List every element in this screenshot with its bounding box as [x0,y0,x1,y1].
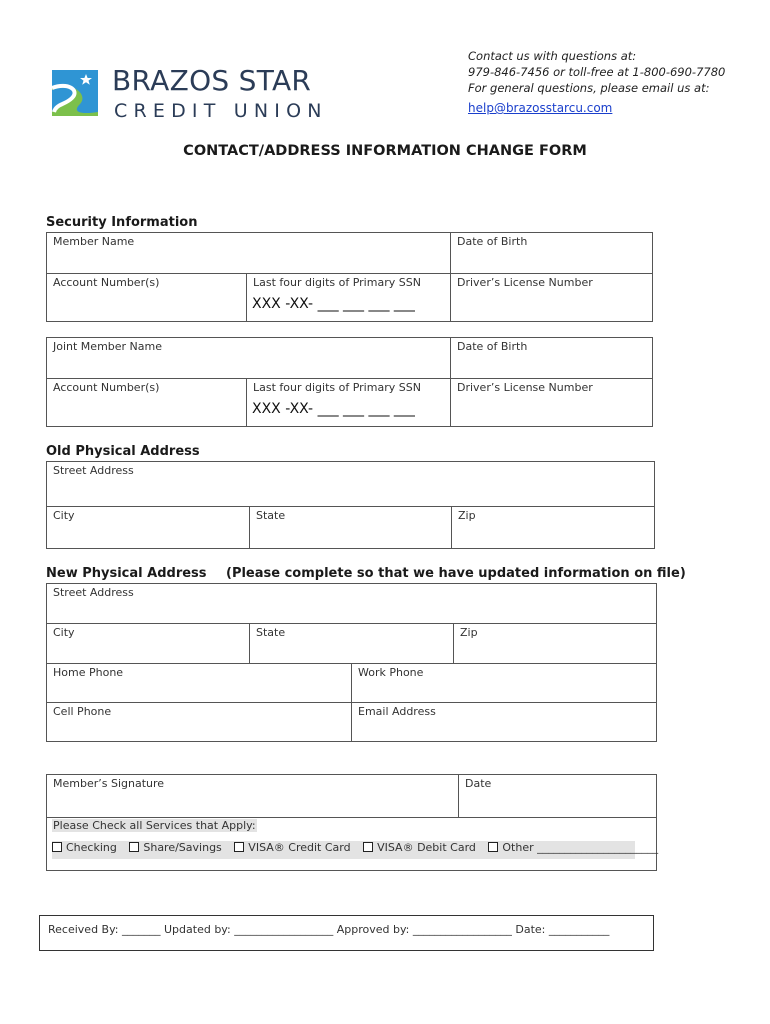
security-box [46,232,653,322]
old-state-field[interactable] [249,506,451,548]
home-phone-field[interactable] [47,663,351,702]
ssn-value: XXX -XX- ___ ___ ___ ___ [252,296,415,312]
date-of-birth-field[interactable] [450,233,652,273]
member-signature-label: Member’s Signature [53,777,165,790]
services-instruction: Please Check all Services that Apply: [53,819,256,832]
home-phone-label: Home Phone [53,666,124,679]
office-use-box [39,915,654,951]
new-zip-label: Zip [460,626,478,639]
services-row [52,841,659,859]
new-city-label: City [53,626,75,639]
joint-drivers-license-label: Driver’s License Number [457,381,593,394]
cell-phone-label: Cell Phone [53,705,112,718]
old-city-label: City [53,509,75,522]
date-of-birth-label: Date of Birth [457,235,528,248]
new-state-label: State [256,626,286,639]
member-name-field[interactable] [47,233,447,273]
work-phone-field[interactable] [351,663,656,702]
signature-date-field[interactable] [458,775,656,817]
new-address-note: (Please complete so that we have updated information on file) [226,566,686,581]
ssn-field[interactable] [246,273,450,321]
contact-line-1: Contact us with questions at: [468,49,637,63]
logo [46,64,328,122]
old-address-section-title: Old Physical Address [46,444,200,459]
account-numbers-field[interactable] [47,273,246,321]
new-state-field[interactable] [249,623,453,663]
old-street-address-field[interactable] [47,462,654,506]
checkbox-icon[interactable] [363,842,373,852]
account-numbers-label: Account Number(s) [53,276,160,289]
logo-mark-icon [46,68,102,122]
new-street-address-field[interactable] [47,584,656,623]
services-section [47,817,659,870]
logo-text-line-2: CREDIT UNION [114,100,328,122]
joint-ssn-label: Last four digits of Primary SSN [253,381,421,394]
office-use-line: Received By: _______ Updated by: __________________ Approved by: __________________ Date: ___________ [48,923,610,936]
joint-member-name-field[interactable] [47,338,447,378]
service-checking[interactable]: Checking [52,841,117,854]
member-name-label: Member Name [53,235,135,248]
old-street-address-label: Street Address [53,464,134,477]
checkbox-icon[interactable] [129,842,139,852]
drivers-license-field[interactable] [450,273,652,321]
old-state-label: State [256,509,286,522]
old-city-field[interactable] [47,506,249,548]
checkbox-icon[interactable] [52,842,62,852]
email-address-field[interactable] [351,702,656,741]
service-visa-credit-card[interactable]: VISA® Credit Card [234,841,350,854]
service-other[interactable]: Other ______________________ [488,841,658,854]
joint-date-of-birth-label: Date of Birth [457,340,528,353]
new-zip-field[interactable] [453,623,656,663]
checkbox-icon[interactable] [234,842,244,852]
new-city-field[interactable] [47,623,249,663]
contact-info [468,48,758,116]
old-address-box [46,461,655,549]
joint-account-numbers-field[interactable] [47,378,246,426]
contact-line-2: 979-846-7456 or toll-free at 1-800-690-7780 [468,65,726,79]
service-visa-debit-card[interactable]: VISA® Debit Card [363,841,476,854]
old-zip-field[interactable] [451,506,654,548]
joint-member-box [46,337,653,427]
joint-drivers-license-field[interactable] [450,378,652,426]
ssn-label: Last four digits of Primary SSN [253,276,421,289]
joint-ssn-value: XXX -XX- ___ ___ ___ ___ [252,401,415,417]
service-share-savings[interactable]: Share/Savings [129,841,221,854]
security-section-title: Security Information [46,215,198,230]
new-address-box [46,583,657,742]
old-zip-label: Zip [458,509,476,522]
member-signature-field[interactable] [47,775,458,817]
signature-box [46,774,657,871]
joint-member-name-label: Joint Member Name [53,340,163,353]
form-title: CONTACT/ADDRESS INFORMATION CHANGE FORM [183,143,587,159]
drivers-license-label: Driver’s License Number [457,276,593,289]
email-address-label: Email Address [358,705,436,718]
joint-date-of-birth-field[interactable] [450,338,652,378]
new-address-section-title: New Physical Address [46,566,207,581]
joint-ssn-field[interactable] [246,378,450,426]
contact-email-link[interactable]: help@brazosstarcu.com [468,101,613,115]
logo-text-line-1: BRAZOS STAR [112,64,312,97]
contact-line-3: For general questions, please email us at: [468,81,710,95]
signature-date-label: Date [465,777,492,790]
joint-account-numbers-label: Account Number(s) [53,381,160,394]
checkbox-icon[interactable] [488,842,498,852]
work-phone-label: Work Phone [358,666,424,679]
cell-phone-field[interactable] [47,702,351,741]
new-street-address-label: Street Address [53,586,134,599]
